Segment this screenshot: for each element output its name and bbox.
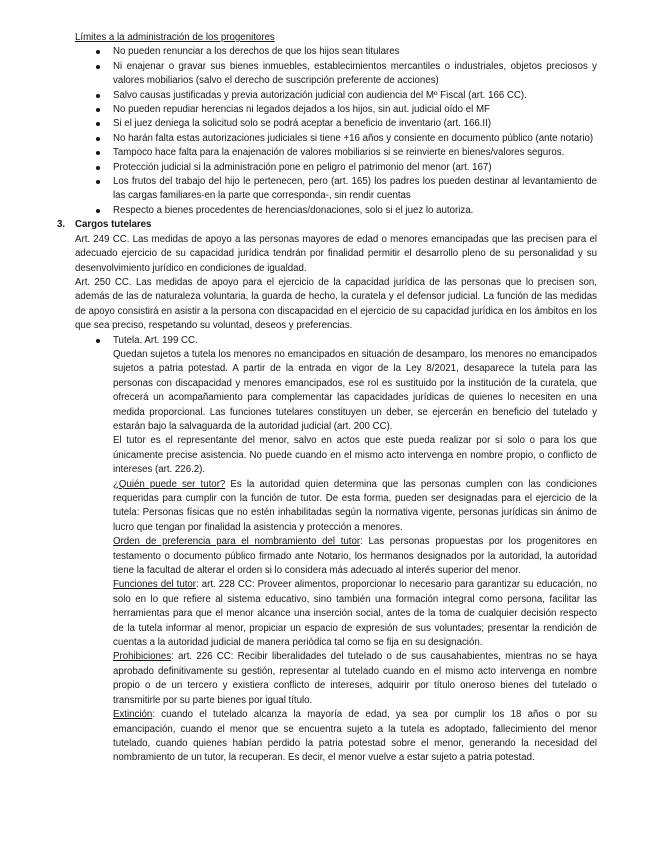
limits-item: No harán falta estas autorizaciones judiciales si tiene +16 años y consiente en documento público (ante notario) [113,132,597,146]
topic-label: Prohibiciones [113,651,172,663]
limits-item: No pueden renunciar a los derechos de que los hijos sean titulares [113,45,597,59]
topic-text: : art. 226 CC: Recibir liberalidades del tutelado o de sus causahabientes, mientras no se haya aprobado definitivamente su gestión, representar al tutelado cuando en el mismo acto intervenga en nombre propio o de un tercero y existiera conflicto de intereses, adquirir por título oneroso bienes del tutelado o transmitirle por su parte bienes por igual título. [113,651,597,706]
topic-funciones-del-tutor [113,578,597,650]
article-249-paragraph: Art. 249 CC. Las medidas de apoyo a las personas mayores de edad o menores emancipadas que las precisen para el adecuado ejercicio de su capacidad jurídica tendrán por finalidad permitir el desarrollo pleno de su personalidad y su desenvolvimiento jurídico en condiciones de igualdad. [75,233,597,274]
topic-text: : art. 228 CC: Proveer alimentos, proporcionar lo necesario para garantizar su educación, no solo en lo que refiere al sistema educativo, sino también una formación integral como persona, facilitar las herramientas para que el menor alcance una inserción social, antes de la toma de cualquier decisión respecto de la tutela informar al menor, propiciar un espacio de expresión de sus voluntades; presentar la rendición de cuentas a la autoridad judicial de manera periódica tal como se fija en su designación. [113,579,597,649]
topic-quien-puede-ser-tutor [113,478,597,536]
topic-prohibiciones [113,650,597,708]
topic-label: Orden de preferencia para el nombramiento del tutor [113,536,361,548]
limits-item: Los frutos del trabajo del hijo le pertenecen, pero (art. 165) los padres los pueden destinar al levantamiento de las cargas familiares-en la parte que corresponda-, sin rendir cuentas [113,175,597,204]
section-number: 3. [57,219,66,231]
topic-extincion [113,708,597,766]
tutela-paragraph: Quedan sujetos a tutela los menores no emancipados en situación de desamparo, los menores no emancipados sujetos a patria potestad. A partir de la entrada en vigor de la Ley 8/2021, desaparece la tutela para las personas con discapacidad y menores emancipados, ese rol es sustituido por la institución de la curatela, que ofrecerá un acompañamiento para complementar las capacidades jurídicas de quienes lo necesiten en una medida proporcional. Las funciones tutelares constituyen un deber, se ejercerán en beneficio del tutelado y estarán bajo la salvaguarda de la autoridad judicial (art. 200 CC). [113,348,597,432]
section-title: Cargos tutelares [75,219,152,231]
section-heading [57,218,655,232]
limits-item: Tampoco hace falta para la enajenación de valores mobiliarios si se reinvierte en bienes/valores seguros. [113,146,597,160]
topic-text: Es la autoridad quien determina que las personas cumplen con las condiciones requeridas para cumplir con la función de tutor. De esta forma, pueden ser designadas para el ejercicio de la tutela: Personas físicas que no estén inhabilitadas según la normativa vigente, personas jurídicas sin ánimo de lucro que tengan por finalidad la asistencia y protección a menores. [113,478,597,533]
limits-item: Si el juez deniega la solicitud solo se podrá aceptar a beneficio de inventario (art. 166.II) [113,117,597,131]
limits-item: Ni enajenar o gravar sus bienes inmuebles, establecimientos mercantiles o industriales, objetos preciosos y valores mobiliarios (salvo el derecho de suscripción preferente de acciones) [113,60,597,89]
topic-orden-de-preferencia [113,535,597,578]
topic-text: : Las personas propuestas por los progenitores en testamento o documento público firmado ante Notario, los hermanos designados por la autoridad, la autoridad tiene la facultad de alterar el orden si lo considera más adecuado al interés superior del menor. [113,536,597,577]
topic-label: Extinción [113,709,153,721]
limits-item: No pueden repudiar herencias ni legados dejados a los hijos, sin aut. judicial oído el MF [113,103,597,117]
tutela-list [113,334,597,348]
article-250-paragraph: Art. 250 CC. Las medidas de apoyo para el ejercicio de la capacidad jurídica de las personas que lo precisen son, además de las de naturaleza voluntaria, la guarda de hecho, la curatela y el defensor judicial. La función de las medidas de apoyo consistirá en asistir a la persona con discapacidad en el ejercicio de su capacidad jurídica en los ámbitos en los que sea preciso, respetando su voluntad, deseos y preferencias. [75,276,597,332]
limits-item: Salvo causas justificadas y previa autorización judicial con audiencia del Mº Fiscal (art. 166 CC). [113,89,597,103]
limits-item: Respecto a bienes procedentes de herencias/donaciones, solo si el juez lo autoriza. [113,204,597,218]
topic-label: Funciones del tutor [113,579,197,591]
limits-heading: Límites a la administración de los progenitores [75,32,275,43]
tutela-paragraph: El tutor es el representante del menor, salvo en actos que este pueda realizar por sí solo o para los que únicamente precise asistencia. No puede cuando en el mismo acto intervenga en nombre propio, o conflicto de intereses (art. 226.2). [113,435,597,476]
limits-list [113,45,597,218]
topic-text: : cuando el tutelado alcanza la mayoría de edad, ya sea por cumplir los 18 años o por su emancipación, cuando el menor que se encuentra sujeto a la tutela es adoptado, fallecimiento del menor tutelado, cuando quienes habían perdido la patria potestad sobre el menor, generando la necesidad del nombramiento de un tutor, la recuperan. Es decir, el menor vuelve a estar sujeto a patria potestad. [113,709,597,764]
topic-label: ¿Quién puede ser tutor? [113,478,226,490]
limits-item: Protección judicial si la administración pone en peligro el patrimonio del menor (art. 167) [113,161,597,175]
tutela-title: Tutela. Art. 199 CC. [113,334,597,348]
